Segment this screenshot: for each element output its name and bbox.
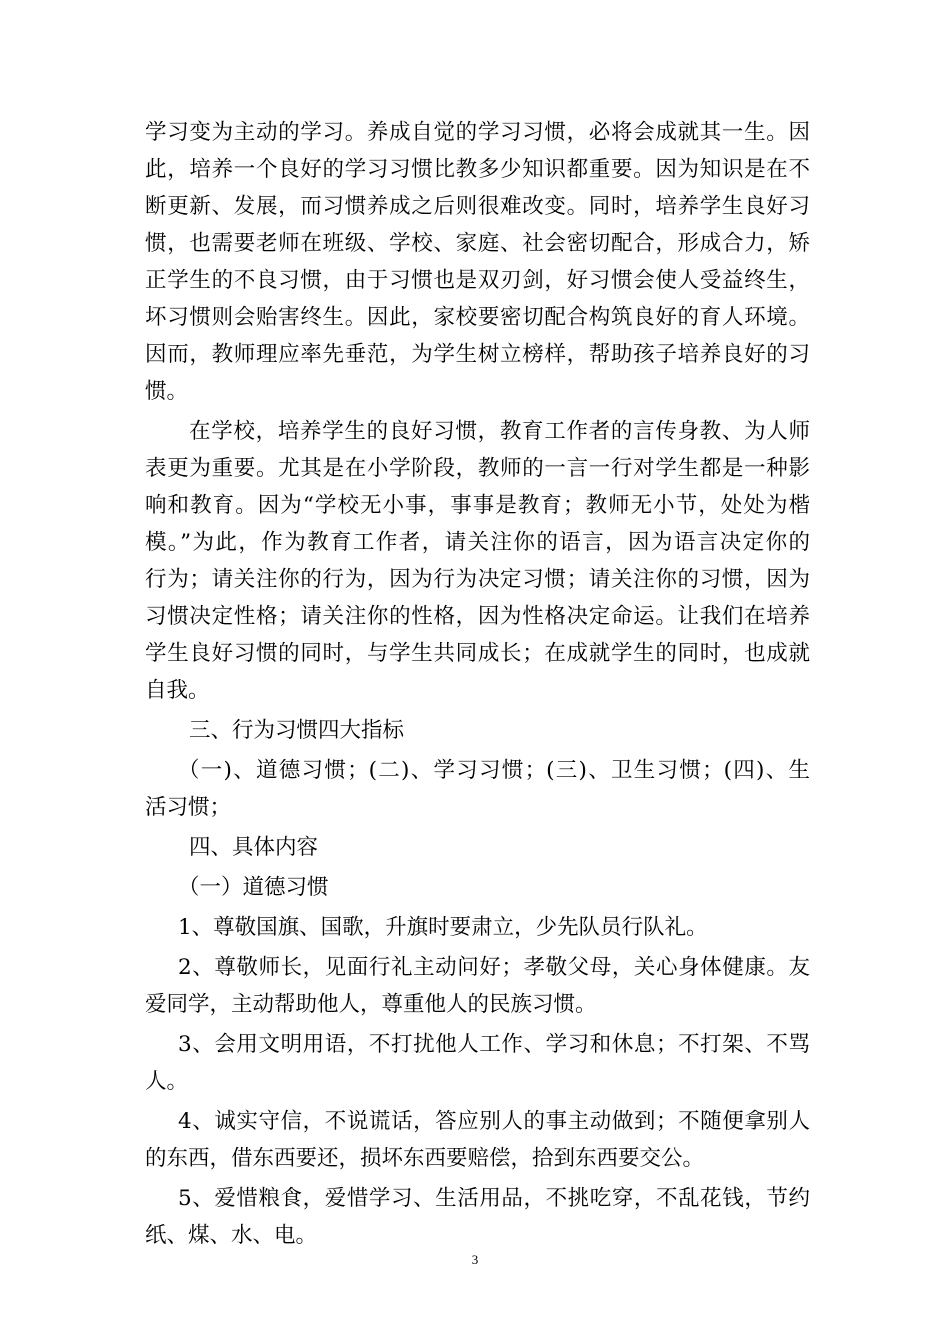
- text-line: 学习变为主动的学习。养成自觉的学习习惯，必将会成就其一生。因: [145, 120, 810, 145]
- text-line: 三、行为习惯四大指标: [189, 718, 405, 743]
- text-line: 2、尊敬师长，见面行礼主动问好；孝敬父母，关心身体健康。友: [178, 955, 810, 980]
- text-line: （一)、道德习惯；(二)、学习习惯；(三)、卫生习惯；(四)、生: [178, 758, 810, 783]
- text-line: 表更为重要。尤其是在小学阶段，教师的一言一行对学生都是一种影: [145, 456, 810, 481]
- text-line: 响和教育。因为“学校无小事，事事是教育；教师无小节，处处为楷: [145, 493, 810, 518]
- text-line: 的东西，借东西要还，损坏东西要赔偿，拾到东西要交公。: [145, 1146, 705, 1171]
- text-line: 在学校，培养学生的良好习惯，教育工作者的言传身教、为人师: [189, 419, 810, 444]
- text-line: 自我。: [145, 678, 210, 703]
- text-line: 此，培养一个良好的学习习惯比教多少知识都重要。因为知识是在不: [145, 157, 810, 182]
- document-body: [145, 114, 810, 1257]
- text-line: 坏习惯则会贻害终生。因此，家校要密切配合构筑良好的育人环境。: [145, 305, 810, 330]
- text-line: 人。: [145, 1069, 189, 1094]
- text-line: 惯。: [145, 379, 189, 404]
- text-line: 学生良好习惯的同时，与学生共同成长；在成就学生的同时，也成就: [145, 641, 810, 666]
- text-line: 纸、煤、水、电。: [145, 1223, 318, 1248]
- text-line: 5、爱惜粮食，爱惜学习、生活用品，不挑吃穿，不乱花钱，节约: [178, 1186, 810, 1211]
- text-line: 四、具体内容: [189, 835, 319, 860]
- text-line: 因而，教师理应率先垂范，为学生树立榜样，帮助孩子培养良好的习: [145, 342, 810, 367]
- text-line: 断更新、发展，而习惯养成之后则很难改变。同时，培养学生良好习: [145, 194, 810, 219]
- page-number: 3: [471, 1252, 479, 1267]
- text-line: 4、诚实守信，不说谎话，答应别人的事主动做到；不随便拿别人: [178, 1109, 810, 1134]
- text-line: 爱同学，主动帮助他人，尊重他人的民族习惯。: [145, 992, 597, 1017]
- text-line: 活习惯；: [145, 795, 232, 820]
- text-line: 模。”为此，作为教育工作者，请关注你的语言，因为语言决定你的: [145, 530, 810, 555]
- text-line: 行为；请关注你的行为，因为行为决定习惯；请关注你的习惯，因为: [145, 567, 810, 592]
- text-line: 惯，也需要老师在班级、学校、家庭、社会密切配合，形成合力，矫: [145, 231, 810, 256]
- text-line: 3、会用文明用语，不打扰他人工作、学习和休息；不打架、不骂: [178, 1032, 810, 1057]
- text-line: （一）道德习惯: [178, 875, 329, 900]
- text-line: 正学生的不良习惯，由于习惯也是双刃剑，好习惯会使人受益终生，: [145, 268, 810, 293]
- text-line: 习惯决定性格；请关注你的性格，因为性格决定命运。让我们在培养: [145, 604, 810, 629]
- text-line: 1、尊敬国旗、国歌，升旗时要肃立，少先队员行队礼。: [178, 915, 708, 940]
